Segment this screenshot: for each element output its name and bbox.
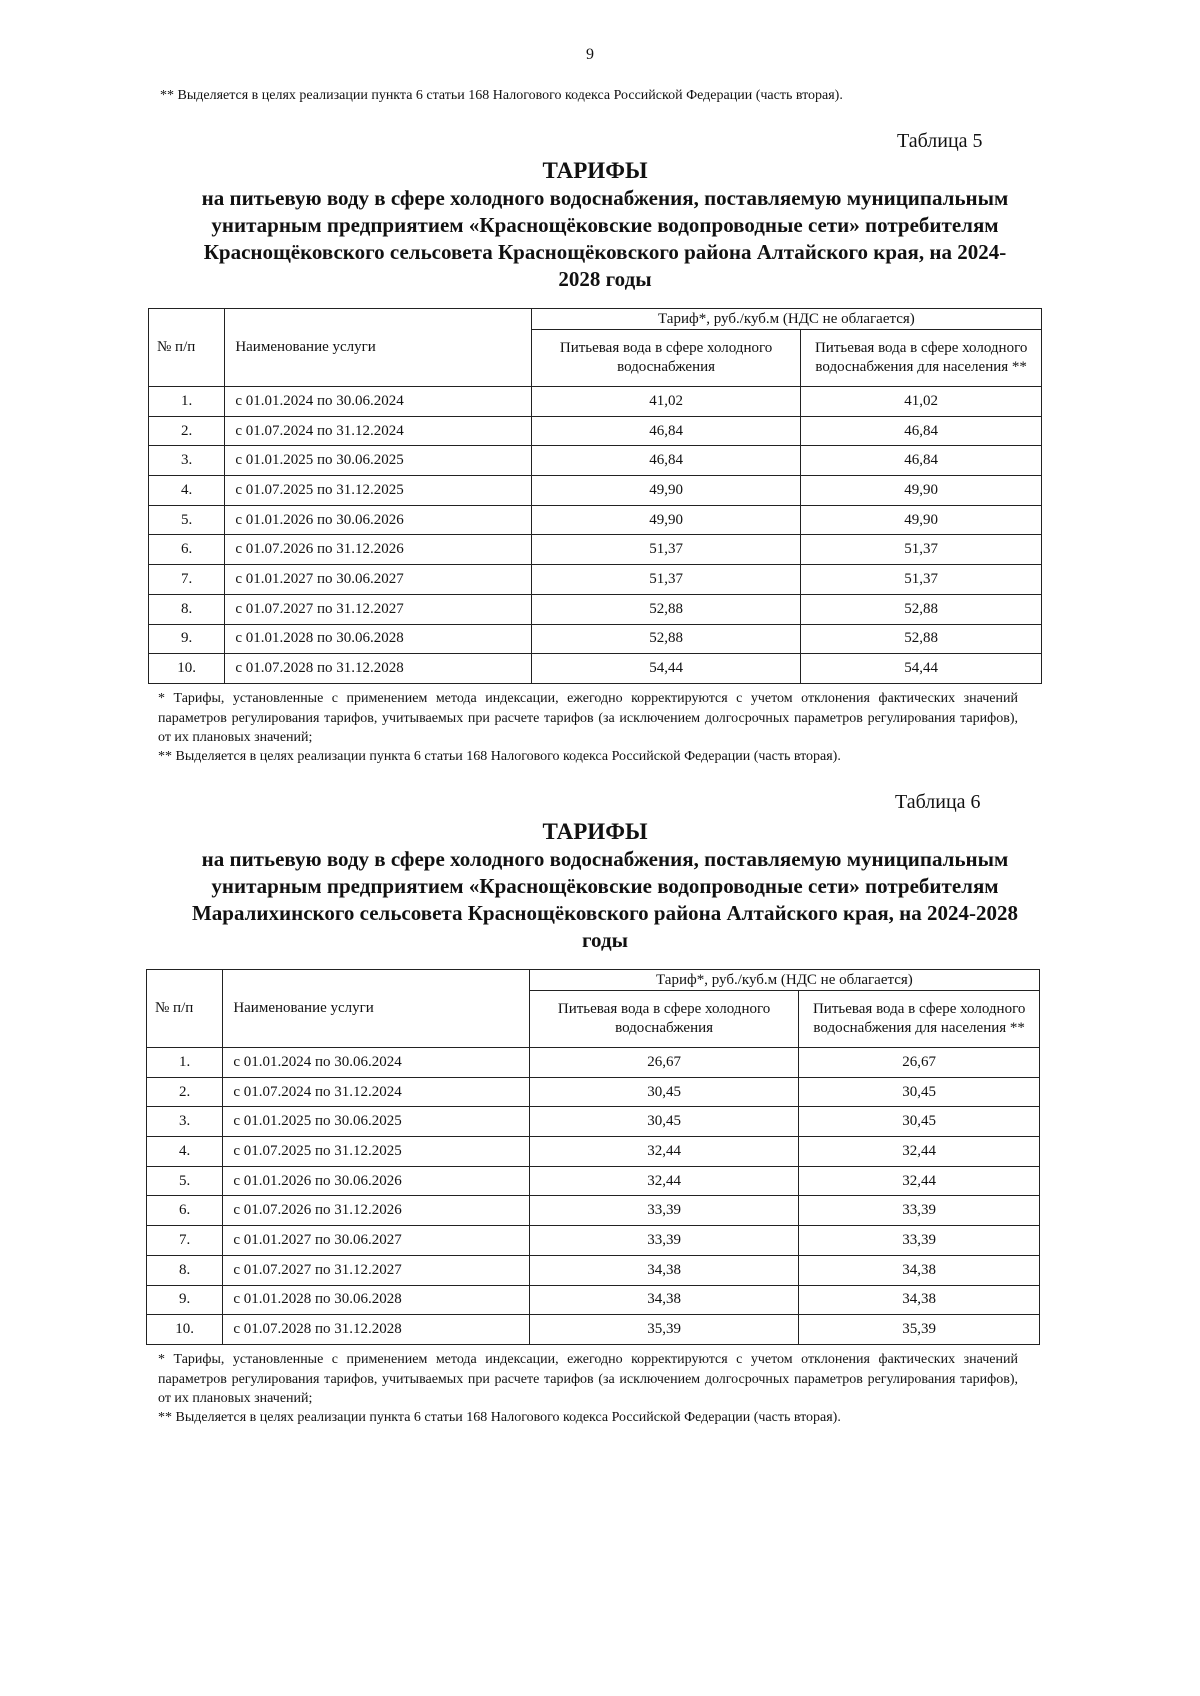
service-period: с 01.01.2025 по 30.06.2025: [225, 446, 532, 476]
service-period: с 01.07.2026 по 31.12.2026: [225, 535, 532, 565]
header-num: № п/п: [149, 309, 225, 387]
table-row: [149, 594, 1042, 624]
service-period: с 01.01.2025 по 30.06.2025: [223, 1107, 530, 1137]
table-row: [149, 446, 1042, 476]
header-col1: Питьевая вода в сфере холодного водоснабжения: [531, 330, 801, 387]
row-number: 7.: [149, 565, 225, 595]
row-number: 6.: [147, 1196, 223, 1226]
tariff-value: 54,44: [531, 654, 801, 684]
row-number: 2.: [147, 1077, 223, 1107]
tariff-population-value: 30,45: [799, 1077, 1040, 1107]
row-number: 5.: [149, 505, 225, 535]
tariff-population-value: 33,39: [799, 1196, 1040, 1226]
row-number: 8.: [149, 594, 225, 624]
tariff-population-value: 52,88: [801, 594, 1042, 624]
row-number: 3.: [149, 446, 225, 476]
service-period: с 01.07.2024 по 31.12.2024: [223, 1077, 530, 1107]
row-number: 4.: [147, 1137, 223, 1167]
table-row: [149, 387, 1042, 417]
tariff-value: 30,45: [529, 1077, 799, 1107]
tariff-population-value: 46,84: [801, 446, 1042, 476]
tariff-value: 26,67: [529, 1048, 799, 1078]
footnote-indexation: * Тарифы, установленные с применением метода индексации, ежегодно корректируются с учетом отклонения фактических значений параметров регулирования тарифов, учитываемых при расчете тарифов (за исключением долгосрочных параметров регулирования тарифов), от их плановых значений;: [158, 691, 1018, 745]
tariff-value: 41,02: [531, 387, 801, 417]
tariff-population-value: 51,37: [801, 535, 1042, 565]
table-row: [147, 1166, 1040, 1196]
table-subtitle: на питьевую воду в сфере холодного водоснабжения, поставляемую муниципальным унитарным предприятием «Краснощёковские водопроводные сети» потребителям Маралихинского сельсовета Краснощёковского района Алтайского края, на 2024-2028 годы: [191, 847, 1019, 952]
row-number: 7.: [147, 1226, 223, 1256]
service-period: с 01.01.2024 по 30.06.2024: [225, 387, 532, 417]
service-period: с 01.01.2024 по 30.06.2024: [223, 1048, 530, 1078]
table-title: [150, 157, 1040, 184]
service-period: с 01.01.2028 по 30.06.2028: [223, 1285, 530, 1315]
tariff-population-value: 32,44: [799, 1137, 1040, 1167]
table-row: [149, 416, 1042, 446]
tariff-value: 51,37: [531, 565, 801, 595]
row-number: 1.: [149, 387, 225, 417]
row-number: 6.: [149, 535, 225, 565]
service-period: с 01.01.2027 по 30.06.2027: [223, 1226, 530, 1256]
tariff-population-value: 49,90: [801, 505, 1042, 535]
table-subtitle: на питьевую воду в сфере холодного водоснабжения, поставляемую муниципальным унитарным предприятием «Краснощёковские водопроводные сети» потребителям Краснощёковского сельсовета Краснощёковского района Алтайского края, на 2024-2028 годы: [201, 186, 1009, 291]
tariff-value: 35,39: [529, 1315, 799, 1345]
tariff-value: 49,90: [531, 476, 801, 506]
tariff-population-value: 52,88: [801, 624, 1042, 654]
header-name: Наименование услуги: [223, 970, 530, 1048]
tariff-value: 30,45: [529, 1107, 799, 1137]
row-number: 3.: [147, 1107, 223, 1137]
service-period: с 01.07.2024 по 31.12.2024: [225, 416, 532, 446]
tariff-value: 32,44: [529, 1166, 799, 1196]
tariff-value: 51,37: [531, 535, 801, 565]
tariff-table: [146, 969, 1040, 1345]
tariff-value: 46,84: [531, 446, 801, 476]
service-period: с 01.07.2027 по 31.12.2027: [225, 594, 532, 624]
page-number: 9: [586, 46, 594, 63]
table-row: [149, 654, 1042, 684]
tariff-population-value: 26,67: [799, 1048, 1040, 1078]
service-period: с 01.07.2027 по 31.12.2027: [223, 1255, 530, 1285]
tariff-population-value: 46,84: [801, 416, 1042, 446]
tariff-population-value: 32,44: [799, 1166, 1040, 1196]
service-period: с 01.07.2025 по 31.12.2025: [223, 1137, 530, 1167]
table-row: [147, 1285, 1040, 1315]
header-col2: Питьевая вода в сфере холодного водоснабжения для населения **: [801, 330, 1042, 387]
tariff-population-value: 30,45: [799, 1107, 1040, 1137]
tariff-value: 34,38: [529, 1255, 799, 1285]
row-number: 5.: [147, 1166, 223, 1196]
header-name: Наименование услуги: [225, 309, 532, 387]
tariff-value: 52,88: [531, 594, 801, 624]
tariff-value: 32,44: [529, 1137, 799, 1167]
service-period: с 01.01.2026 по 30.06.2026: [225, 505, 532, 535]
table-row: [149, 535, 1042, 565]
row-number: 9.: [149, 624, 225, 654]
service-period: с 01.01.2027 по 30.06.2027: [225, 565, 532, 595]
header-col1: Питьевая вода в сфере холодного водоснабжения: [529, 991, 799, 1048]
table-row: [149, 476, 1042, 506]
title-main: ТАРИФЫ: [542, 819, 648, 844]
title-main: ТАРИФЫ: [542, 158, 648, 183]
tariff-value: 46,84: [531, 416, 801, 446]
tariff-population-value: 35,39: [799, 1315, 1040, 1345]
table-row: [147, 1137, 1040, 1167]
row-number: 10.: [147, 1315, 223, 1345]
tariff-population-value: 54,44: [801, 654, 1042, 684]
row-number: 4.: [149, 476, 225, 506]
service-period: с 01.01.2028 по 30.06.2028: [225, 624, 532, 654]
tariff-population-value: 41,02: [801, 387, 1042, 417]
header-tariff: Тариф*, руб./куб.м (НДС не облагается): [529, 970, 1039, 991]
tariff-table: [148, 308, 1042, 684]
tariff-value: 33,39: [529, 1226, 799, 1256]
footnote-vat: ** Выделяется в целях реализации пункта 6 статьи 168 Налогового кодекса Российской Федерации (часть вторая).: [158, 1410, 841, 1425]
tariff-value: 34,38: [529, 1285, 799, 1315]
table-row: [147, 1255, 1040, 1285]
row-number: 1.: [147, 1048, 223, 1078]
tariff-population-value: 34,38: [799, 1255, 1040, 1285]
row-number: 8.: [147, 1255, 223, 1285]
tariff-value: 52,88: [531, 624, 801, 654]
header-tariff: Тариф*, руб./куб.м (НДС не облагается): [531, 309, 1041, 330]
row-number: 10.: [149, 654, 225, 684]
footnote-vat: ** Выделяется в целях реализации пункта 6 статьи 168 Налогового кодекса Российской Федерации (часть вторая).: [158, 749, 841, 764]
table-row: [147, 1077, 1040, 1107]
row-number: 2.: [149, 416, 225, 446]
table-row: [147, 1196, 1040, 1226]
header-num: № п/п: [147, 970, 223, 1048]
service-period: с 01.07.2028 по 31.12.2028: [225, 654, 532, 684]
tariff-population-value: 51,37: [801, 565, 1042, 595]
service-period: с 01.07.2025 по 31.12.2025: [225, 476, 532, 506]
table-row: [147, 1048, 1040, 1078]
table-row: [147, 1226, 1040, 1256]
table-row: [147, 1107, 1040, 1137]
table-label: Таблица 6: [895, 791, 981, 813]
table-row: [149, 624, 1042, 654]
row-number: 9.: [147, 1285, 223, 1315]
table-row: [149, 565, 1042, 595]
tariff-population-value: 34,38: [799, 1285, 1040, 1315]
table-label: Таблица 5: [897, 130, 983, 152]
header-col2: Питьевая вода в сфере холодного водоснабжения для населения **: [799, 991, 1040, 1048]
table-row: [149, 505, 1042, 535]
footnote-indexation: * Тарифы, установленные с применением метода индексации, ежегодно корректируются с учетом отклонения фактических значений параметров регулирования тарифов, учитываемых при расчете тарифов (за исключением долгосрочных параметров регулирования тарифов), от их плановых значений;: [158, 1352, 1018, 1406]
table-row: [147, 1315, 1040, 1345]
tariff-value: 33,39: [529, 1196, 799, 1226]
service-period: с 01.07.2026 по 31.12.2026: [223, 1196, 530, 1226]
tariff-value: 49,90: [531, 505, 801, 535]
tariff-population-value: 33,39: [799, 1226, 1040, 1256]
table-title: [150, 818, 1040, 845]
top-footnote: ** Выделяется в целях реализации пункта 6 статьи 168 Налогового кодекса Российской Федерации (часть вторая).: [160, 88, 843, 103]
service-period: с 01.07.2028 по 31.12.2028: [223, 1315, 530, 1345]
tariff-population-value: 49,90: [801, 476, 1042, 506]
service-period: с 01.01.2026 по 30.06.2026: [223, 1166, 530, 1196]
